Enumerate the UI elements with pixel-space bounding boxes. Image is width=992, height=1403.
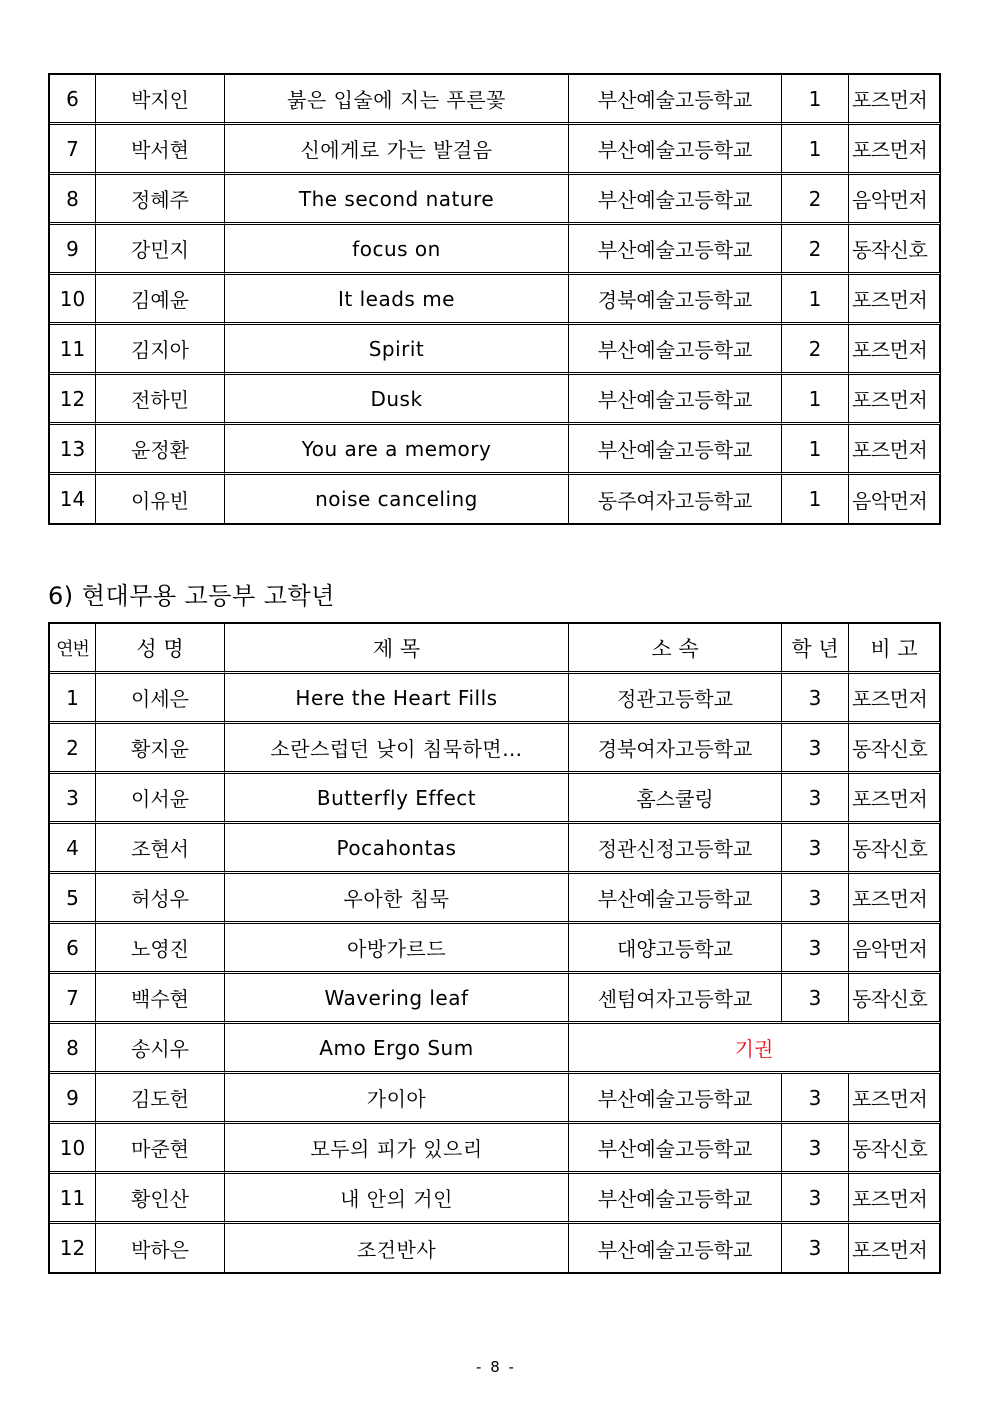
school-cell: 부산예술고등학교 xyxy=(569,225,782,275)
table-row xyxy=(50,175,941,225)
grade-cell: 1 xyxy=(782,125,849,175)
grade-cell: 3 xyxy=(782,674,849,724)
grade-cell: 3 xyxy=(782,974,849,1024)
note-cell: 포즈먼저 xyxy=(849,275,941,325)
header-grade: 학 년 xyxy=(782,624,849,674)
work-title-cell: Wavering leaf xyxy=(225,974,569,1024)
header-note: 비 고 xyxy=(849,624,941,674)
entry-number-cell: 11 xyxy=(50,1174,96,1224)
note-cell: 포즈먼저 xyxy=(849,425,941,475)
work-title-cell: 조건반사 xyxy=(225,1224,569,1274)
table-row xyxy=(50,75,941,125)
entry-number-cell: 5 xyxy=(50,874,96,924)
grade-cell: 1 xyxy=(782,375,849,425)
work-title-cell: You are a memory xyxy=(225,425,569,475)
grade-cell: 3 xyxy=(782,774,849,824)
school-cell: 부산예술고등학교 xyxy=(569,1124,782,1174)
table-row xyxy=(50,475,941,525)
table-row xyxy=(50,824,941,874)
school-cell: 부산예술고등학교 xyxy=(569,375,782,425)
school-cell: 동주여자고등학교 xyxy=(569,475,782,525)
table-row xyxy=(50,375,941,425)
performer-name-cell: 이서윤 xyxy=(96,774,225,824)
performer-name-cell: 황지윤 xyxy=(96,724,225,774)
work-title-cell: 붉은 입술에 지는 푸른꽃 xyxy=(225,75,569,125)
entry-number-cell: 12 xyxy=(50,1224,96,1274)
performer-name-cell: 백수현 xyxy=(96,974,225,1024)
roster-body-section xyxy=(50,674,941,1274)
note-cell: 포즈먼저 xyxy=(849,1074,941,1124)
entry-number-cell: 9 xyxy=(50,225,96,275)
school-cell: 부산예술고등학교 xyxy=(569,1224,782,1274)
table-row xyxy=(50,974,941,1024)
grade-cell: 3 xyxy=(782,824,849,874)
note-cell: 포즈먼저 xyxy=(849,774,941,824)
performer-name-cell: 노영진 xyxy=(96,924,225,974)
work-title-cell: 모두의 피가 있으리 xyxy=(225,1124,569,1174)
performer-name-cell: 황인산 xyxy=(96,1174,225,1224)
school-cell: 부산예술고등학교 xyxy=(569,874,782,924)
table-row xyxy=(50,1224,941,1274)
table-row xyxy=(50,1124,941,1174)
school-cell: 정관고등학교 xyxy=(569,674,782,724)
note-cell: 포즈먼저 xyxy=(849,375,941,425)
note-cell: 포즈먼저 xyxy=(849,1174,941,1224)
note-cell: 음악먼저 xyxy=(849,924,941,974)
work-title-cell: noise canceling xyxy=(225,475,569,525)
roster-body-continued xyxy=(50,75,941,525)
table-row xyxy=(50,125,941,175)
table-row xyxy=(50,1174,941,1224)
performer-name-cell: 박지인 xyxy=(96,75,225,125)
performer-name-cell: 박하은 xyxy=(96,1224,225,1274)
work-title-cell: 아방가르드 xyxy=(225,924,569,974)
note-cell: 동작신호 xyxy=(849,1124,941,1174)
grade-cell: 3 xyxy=(782,1224,849,1274)
work-title-cell: The second nature xyxy=(225,175,569,225)
performer-name-cell: 윤정환 xyxy=(96,425,225,475)
table-row xyxy=(50,674,941,724)
table-row xyxy=(50,325,941,375)
table-row xyxy=(50,724,941,774)
grade-cell: 1 xyxy=(782,275,849,325)
school-cell: 센텀여자고등학교 xyxy=(569,974,782,1024)
note-cell: 포즈먼저 xyxy=(849,674,941,724)
table-row xyxy=(50,225,941,275)
school-cell: 부산예술고등학교 xyxy=(569,75,782,125)
grade-cell: 3 xyxy=(782,924,849,974)
grade-cell: 2 xyxy=(782,175,849,225)
note-cell: 음악먼저 xyxy=(849,175,941,225)
work-title-cell: Butterfly Effect xyxy=(225,774,569,824)
table-row xyxy=(50,924,941,974)
school-cell: 경북예술고등학교 xyxy=(569,275,782,325)
work-title-cell: Here the Heart Fills xyxy=(225,674,569,724)
header-name: 성 명 xyxy=(96,624,225,674)
entry-number-cell: 6 xyxy=(50,75,96,125)
withdrawn-status-cell: 기권 xyxy=(569,1024,941,1074)
grade-cell: 3 xyxy=(782,724,849,774)
table-row xyxy=(50,774,941,824)
work-title-cell: 가이아 xyxy=(225,1074,569,1124)
grade-cell: 2 xyxy=(782,225,849,275)
entry-number-cell: 8 xyxy=(50,1024,96,1074)
work-title-cell: focus on xyxy=(225,225,569,275)
grade-cell: 2 xyxy=(782,325,849,375)
table-row xyxy=(50,275,941,325)
grade-cell: 3 xyxy=(782,874,849,924)
school-cell: 경북여자고등학교 xyxy=(569,724,782,774)
entry-number-cell: 2 xyxy=(50,724,96,774)
grade-cell: 1 xyxy=(782,75,849,125)
entry-number-cell: 9 xyxy=(50,1074,96,1124)
note-cell: 포즈먼저 xyxy=(849,1224,941,1274)
performer-name-cell: 송시우 xyxy=(96,1024,225,1074)
school-cell: 부산예술고등학교 xyxy=(569,1074,782,1124)
entry-number-cell: 7 xyxy=(50,125,96,175)
header-row xyxy=(50,624,941,674)
performer-name-cell: 조현서 xyxy=(96,824,225,874)
entry-number-cell: 14 xyxy=(50,475,96,525)
note-cell: 포즈먼저 xyxy=(849,125,941,175)
grade-cell: 1 xyxy=(782,425,849,475)
work-title-cell: 내 안의 거인 xyxy=(225,1174,569,1224)
school-cell: 홈스쿨링 xyxy=(569,774,782,824)
performer-name-cell: 이유빈 xyxy=(96,475,225,525)
table-row xyxy=(50,425,941,475)
entry-number-cell: 4 xyxy=(50,824,96,874)
note-cell: 음악먼저 xyxy=(849,475,941,525)
entry-number-cell: 1 xyxy=(50,674,96,724)
school-cell: 대양고등학교 xyxy=(569,924,782,974)
entry-number-cell: 3 xyxy=(50,774,96,824)
section-heading: 6) 현대무용 고등부 고학년 xyxy=(48,582,335,610)
work-title-cell: Spirit xyxy=(225,325,569,375)
performer-name-cell: 이세은 xyxy=(96,674,225,724)
performer-name-cell: 전하민 xyxy=(96,375,225,425)
roster-table-section xyxy=(48,622,941,1274)
note-cell: 동작신호 xyxy=(849,724,941,774)
performer-name-cell: 정혜주 xyxy=(96,175,225,225)
entry-number-cell: 10 xyxy=(50,1124,96,1174)
performer-name-cell: 허성우 xyxy=(96,874,225,924)
entry-number-cell: 12 xyxy=(50,375,96,425)
work-title-cell: Pocahontas xyxy=(225,824,569,874)
page-number: - 8 - xyxy=(476,1358,516,1376)
work-title-cell: Dusk xyxy=(225,375,569,425)
entry-number-cell: 8 xyxy=(50,175,96,225)
performer-name-cell: 김지아 xyxy=(96,325,225,375)
entry-number-cell: 10 xyxy=(50,275,96,325)
table-row xyxy=(50,1024,941,1074)
grade-cell: 3 xyxy=(782,1124,849,1174)
table-row xyxy=(50,1074,941,1124)
school-cell: 정관신정고등학교 xyxy=(569,824,782,874)
school-cell: 부산예술고등학교 xyxy=(569,175,782,225)
header-school: 소 속 xyxy=(569,624,782,674)
performer-name-cell: 박서현 xyxy=(96,125,225,175)
grade-cell: 1 xyxy=(782,475,849,525)
header-title: 제 목 xyxy=(225,624,569,674)
note-cell: 동작신호 xyxy=(849,824,941,874)
entry-number-cell: 11 xyxy=(50,325,96,375)
note-cell: 동작신호 xyxy=(849,974,941,1024)
note-cell: 포즈먼저 xyxy=(849,75,941,125)
entry-number-cell: 13 xyxy=(50,425,96,475)
school-cell: 부산예술고등학교 xyxy=(569,425,782,475)
performer-name-cell: 강민지 xyxy=(96,225,225,275)
entry-number-cell: 6 xyxy=(50,924,96,974)
performer-name-cell: 김예윤 xyxy=(96,275,225,325)
note-cell: 동작신호 xyxy=(849,225,941,275)
entry-number-cell: 7 xyxy=(50,974,96,1024)
performer-name-cell: 마준현 xyxy=(96,1124,225,1174)
note-cell: 포즈먼저 xyxy=(849,874,941,924)
work-title-cell: 우아한 침묵 xyxy=(225,874,569,924)
performer-name-cell: 김도헌 xyxy=(96,1074,225,1124)
school-cell: 부산예술고등학교 xyxy=(569,325,782,375)
table-row xyxy=(50,874,941,924)
header-no: 연번 xyxy=(50,624,96,674)
work-title-cell: Amo Ergo Sum xyxy=(225,1024,569,1074)
note-cell: 포즈먼저 xyxy=(849,325,941,375)
school-cell: 부산예술고등학교 xyxy=(569,1174,782,1224)
work-title-cell: 소란스럽던 낮이 침묵하면… xyxy=(225,724,569,774)
work-title-cell: 신에게로 가는 발걸음 xyxy=(225,125,569,175)
work-title-cell: It leads me xyxy=(225,275,569,325)
grade-cell: 3 xyxy=(782,1174,849,1224)
school-cell: 부산예술고등학교 xyxy=(569,125,782,175)
roster-table-continued xyxy=(48,73,941,525)
grade-cell: 3 xyxy=(782,1074,849,1124)
